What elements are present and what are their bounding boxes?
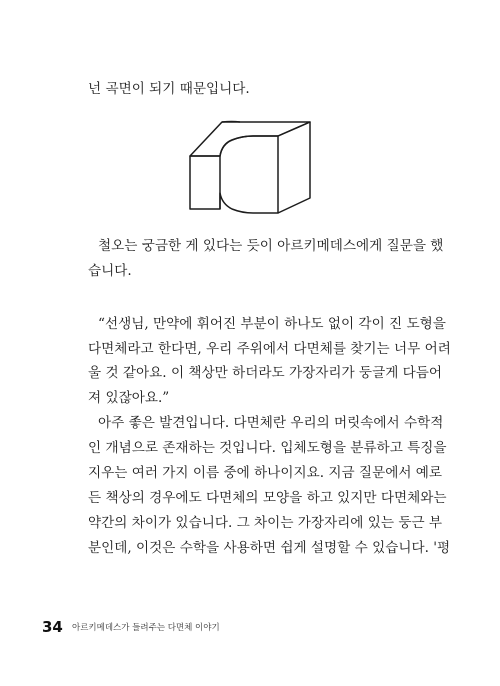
text-line: 인 개념으로 존재하는 것입니다. 입체도형을 분류하고 특징을 (88, 440, 447, 456)
text-line: 넌 곡면이 되기 때문입니다. (88, 81, 250, 97)
page-number: 34 (42, 618, 63, 636)
running-title: 아르키메데스가 들려주는 다면체 이야기 (72, 623, 220, 633)
text-line: 지우는 여러 가지 이름 중에 하나이지요. 지금 질문에서 예로 (88, 465, 443, 481)
text-line: 분인데, 이것은 수학을 사용하면 쉽게 설명할 수 있습니다. '평 (88, 540, 451, 556)
text-line: 울 것 같아요. 이 책상만 하더라도 가장자리가 둥글게 다듬어 (88, 365, 443, 381)
text-line: “선생님, 만약에 휘어진 부분이 하나도 없이 각이 진 도형을 (98, 316, 446, 332)
text-line: 습니다. (88, 263, 132, 279)
text-line: 아주 좋은 발견입니다. 다면체란 우리의 머릿속에서 수학적 (98, 415, 444, 431)
text-line: 져 있잖아요.” (88, 390, 170, 406)
text-line: 다면체라고 한다면, 우리 주위에서 다면체를 찾기는 너무 어려 (88, 341, 451, 357)
text-line: 철오는 궁금한 게 있다는 듯이 아르키메데스에게 질문을 했 (98, 238, 444, 254)
text-line: 든 책상의 경우에도 다면체의 모양을 하고 있지만 다면체와는 (88, 490, 447, 506)
text-line: 약간의 차이가 있습니다. 그 차이는 가장자리에 있는 둥근 부 (88, 515, 443, 531)
curved-solid-illustration (188, 120, 312, 218)
